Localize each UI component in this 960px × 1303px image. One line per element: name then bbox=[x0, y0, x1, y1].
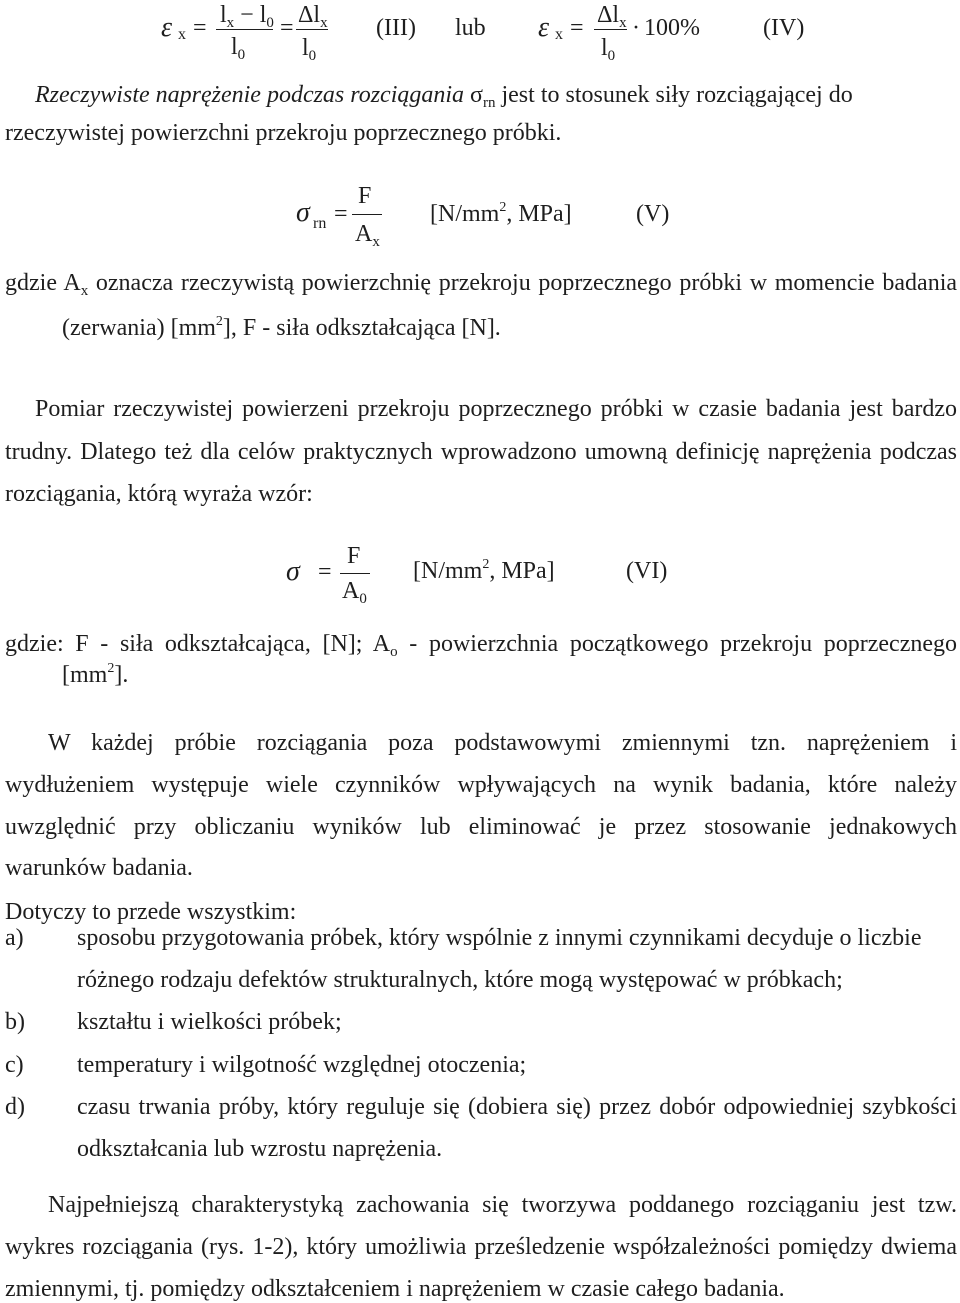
list-item-line: odkształcania lub wzrostu naprężenia. bbox=[77, 1136, 443, 1162]
sigma-symbol: σ bbox=[286, 556, 300, 587]
list-item-line: kształtu i wielkości próbek; bbox=[77, 1009, 342, 1035]
paragraph-line: trudny. Dlatego też dla celów praktycznych wprowadzono umowną definicję naprężenia podczas bbox=[5, 439, 957, 465]
var-l: l bbox=[259, 2, 267, 28]
superscript: 2 bbox=[107, 661, 115, 676]
list-intro: Dotyczy to przede wszystkim: bbox=[5, 899, 297, 925]
paragraph-line: rozciągania, którą wyraża wzór: bbox=[5, 481, 313, 507]
unit-suffix: , MPa] bbox=[489, 558, 555, 584]
fraction-bar bbox=[296, 29, 328, 30]
list-item-line: temperatury i wilgotność względnej otoczenia; bbox=[77, 1052, 527, 1078]
paragraph-line: wykres rozciągania (rys. 1-2), który umożliwia prześledzenie współzależności pomiędzy dwiema bbox=[5, 1234, 957, 1260]
fraction-denominator bbox=[342, 576, 367, 606]
minus-sign: − bbox=[240, 2, 254, 28]
subscript: o bbox=[390, 644, 398, 660]
list-marker: d) bbox=[5, 1094, 25, 1120]
list-marker: b) bbox=[5, 1009, 25, 1035]
unit-prefix: [N/mm bbox=[430, 201, 500, 227]
paragraph-line: uwzględnić przy obliczaniu wyników lub eliminować je przez stosowanie jednakowych bbox=[5, 814, 957, 840]
epsilon-symbol: ε bbox=[161, 12, 173, 43]
line-text: [mm bbox=[62, 662, 108, 688]
equals-sign: = bbox=[570, 15, 584, 41]
equals-sign: = bbox=[280, 15, 294, 41]
equation-label: (III) bbox=[376, 15, 416, 41]
conjunction-text: lub bbox=[455, 15, 486, 41]
line-text: ], F - siła odkształcająca [N]. bbox=[222, 315, 501, 341]
subscript: rn bbox=[482, 95, 496, 111]
subscript: 0 bbox=[359, 591, 367, 607]
paragraph-line bbox=[5, 270, 958, 299]
fraction-bar bbox=[340, 573, 370, 574]
subscript: 0 bbox=[266, 15, 274, 31]
line-text: jest to stosunek siły rozciągającej do bbox=[501, 82, 853, 108]
paragraph-line bbox=[62, 662, 128, 688]
line-text: ]. bbox=[114, 662, 129, 688]
unit-suffix: , MPa] bbox=[506, 201, 572, 227]
paragraph-line bbox=[35, 82, 853, 111]
italic-term: Rzeczywiste naprężenie podczas rozciągania bbox=[35, 82, 465, 108]
subscript: 0 bbox=[237, 47, 246, 63]
var-l: l bbox=[231, 34, 238, 60]
paragraph-line: Pomiar rzeczywistej powierzeni przekroju poprzecznego próbki w czasie badania jest bardzo bbox=[35, 396, 957, 422]
paragraph-line: W każdej próbie rozciągania poza podstawowymi zmiennymi tzn. naprężeniem i bbox=[48, 730, 957, 756]
var-l: l bbox=[302, 35, 309, 61]
line-text: gdzie A bbox=[5, 270, 81, 296]
line-text: - powierzchnia początkowego przekroju poprzecznego bbox=[409, 631, 957, 657]
var-a: A bbox=[342, 578, 360, 604]
equation-label: (VI) bbox=[626, 558, 668, 584]
sigma-subscript: rn bbox=[313, 215, 327, 232]
fraction-bar bbox=[216, 29, 273, 30]
equation-label: (IV) bbox=[763, 15, 805, 41]
subscript: x bbox=[320, 15, 328, 31]
superscript: 2 bbox=[482, 557, 490, 572]
epsilon-subscript: x bbox=[555, 26, 563, 43]
fraction-numerator bbox=[298, 0, 328, 30]
unit-text bbox=[430, 199, 572, 229]
fraction-denominator bbox=[231, 32, 245, 62]
superscript: 2 bbox=[499, 200, 507, 215]
paragraph-line bbox=[62, 315, 501, 341]
paragraph-line bbox=[5, 631, 957, 660]
fraction-numerator bbox=[220, 0, 274, 30]
fraction-denominator bbox=[302, 33, 316, 63]
subscript: x bbox=[80, 283, 89, 299]
line-text: gdzie: F - siła odkształcająca, [N]; A bbox=[5, 631, 391, 657]
list-marker: a) bbox=[5, 925, 24, 951]
delta-l: Δl bbox=[298, 2, 321, 28]
list-item-line: różnego rodzaju defektów strukturalnych, które mogą występować w próbkach; bbox=[77, 967, 843, 993]
paragraph-line: warunków badania. bbox=[5, 855, 193, 881]
unit-prefix: [N/mm bbox=[413, 558, 483, 584]
fraction-numerator: F bbox=[347, 543, 361, 569]
list-item-line: sposobu przygotowania próbek, który wspólnie z innymi czynnikami decyduje o liczbie bbox=[77, 925, 922, 951]
percent-value: 100% bbox=[644, 15, 700, 41]
unit-text bbox=[413, 556, 555, 586]
epsilon-symbol: ε bbox=[538, 12, 550, 43]
paragraph-line: Najpełniejszą charakterystyką zachowania się tworzywa poddanego rozciąganiu jest tzw. bbox=[48, 1192, 957, 1218]
subscript: x bbox=[619, 15, 627, 31]
line-text: oznacza rzeczywistą powierzchnię przekroju poprzecznego próbki w momencie badania bbox=[95, 270, 958, 296]
equals-sign: = bbox=[318, 559, 332, 585]
var-l: l bbox=[220, 2, 227, 28]
fraction-numerator: F bbox=[358, 183, 372, 209]
var-l: l bbox=[601, 35, 608, 61]
sigma-symbol: σ bbox=[470, 82, 483, 108]
fraction-denominator bbox=[355, 219, 380, 249]
subscript: x bbox=[226, 15, 235, 31]
list-marker: c) bbox=[5, 1052, 24, 1078]
equals-sign: = bbox=[193, 15, 207, 41]
var-a: A bbox=[355, 221, 373, 247]
delta-l: Δl bbox=[597, 2, 620, 28]
multiplication-dot: · bbox=[632, 15, 640, 41]
fraction-bar bbox=[352, 214, 382, 215]
superscript: 2 bbox=[215, 314, 223, 329]
subscript: 0 bbox=[308, 48, 317, 64]
subscript: 0 bbox=[607, 48, 616, 64]
paragraph-line: zmiennymi, tj. pomiędzy odkształceniem i naprężeniem w czasie całego badania. bbox=[5, 1276, 785, 1302]
sigma-symbol: σ bbox=[296, 197, 310, 228]
equals-sign: = bbox=[334, 201, 348, 227]
fraction-denominator bbox=[601, 33, 615, 63]
equation-label: (V) bbox=[636, 201, 670, 227]
paragraph-line: wydłużeniem występuje wiele czynników wpływających na wynik badania, które należy bbox=[5, 772, 957, 798]
epsilon-subscript: x bbox=[178, 26, 186, 43]
fraction-numerator bbox=[597, 0, 627, 30]
paragraph-line: rzeczywistej powierzchni przekroju poprzecznego próbki. bbox=[5, 120, 562, 146]
subscript: x bbox=[372, 234, 380, 250]
list-item-line: czasu trwania próby, który reguluje się (dobiera się) przez dobór odpowiedniej szybkości bbox=[77, 1094, 957, 1120]
fraction-bar bbox=[594, 29, 627, 30]
line-text: (zerwania) [mm bbox=[62, 315, 216, 341]
